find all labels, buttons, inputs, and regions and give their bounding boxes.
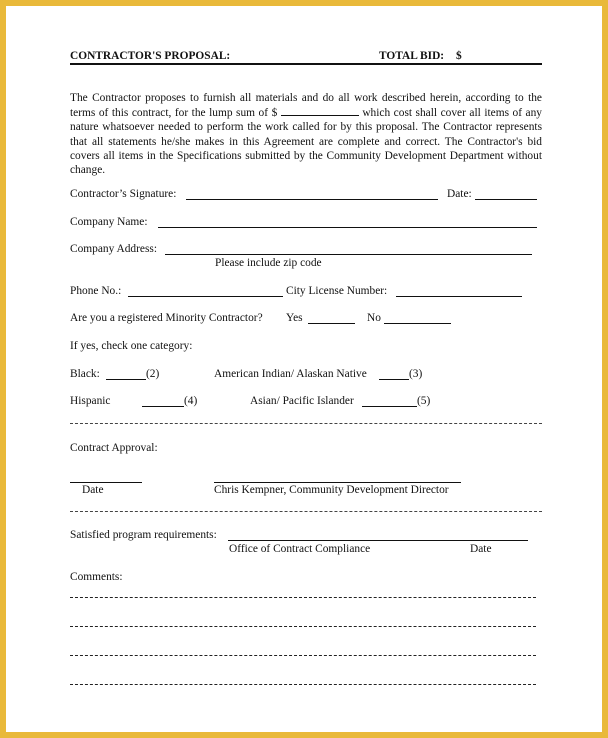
native-label: American Indian/ Alaskan Native [214,368,367,380]
native-field[interactable] [379,379,409,380]
lump-sum-field[interactable] [281,105,359,116]
phone-label: Phone No.: [70,285,122,297]
header-rule [70,63,542,65]
category-prompt: If yes, check one category: [70,340,193,352]
compliance-office-label: Office of Contract Compliance [229,543,371,555]
company-address-field[interactable] [165,254,532,255]
comment-line[interactable] [70,626,536,627]
comments-label: Comments: [70,571,123,583]
proposal-heading: CONTRACTOR'S PROPOSAL: [70,50,231,62]
minority-question: Are you a registered Minority Contractor? [70,312,263,324]
form-page [6,6,602,732]
black-code: (2) [146,368,160,380]
native-code: (3) [409,368,423,380]
yes-label: Yes [286,312,303,324]
zip-code-note: Please include zip code [215,257,322,269]
comment-line[interactable] [70,684,536,685]
total-bid-label: TOTAL BID: [379,50,445,62]
asian-field[interactable] [362,406,417,407]
signature-label: Contractor’s Signature: [70,188,177,200]
approval-date-label: Date [82,484,104,496]
phone-field[interactable] [128,296,283,297]
intro-text-part1: The Contractor proposes to furnish all materials and do all work described herein, according to the terms of this contract, for the lump sum of $ [70,92,542,120]
program-date-label: Date [470,543,492,555]
total-bid-currency: $ [456,50,462,62]
section-divider [70,511,542,512]
comment-line[interactable] [70,655,536,656]
asian-code: (5) [417,395,431,407]
contract-approval-title: Contract Approval: [70,442,158,454]
hispanic-label: Hispanic [70,395,111,407]
signature-field[interactable] [186,199,438,200]
company-name-label: Company Name: [70,216,148,228]
hispanic-field[interactable] [142,406,184,407]
city-license-field[interactable] [396,296,522,297]
no-label: No [367,312,381,324]
approval-date-field[interactable] [70,482,142,483]
black-label: Black: [70,368,100,380]
city-license-label: City License Number: [286,285,388,297]
intro-text-part2: which cost shall cover all items of any nature whatsoever needed to perform the work called for by this proposal. The Contractor represents that all statements he/she makes in this Agreement are complete and correct. The Contractor's bid covers all items in the Specifications submitted by the Community Development Department without change. [70,107,542,177]
director-label: Chris Kempner, Community Development Director [214,484,449,496]
no-field[interactable] [384,323,451,324]
signature-date-field[interactable] [475,199,537,200]
asian-label: Asian/ Pacific Islander [250,395,354,407]
program-requirements-field[interactable] [228,540,528,541]
intro-paragraph [70,91,542,177]
company-address-label: Company Address: [70,243,158,255]
yes-field[interactable] [308,323,355,324]
black-field[interactable] [106,379,146,380]
section-divider [70,423,542,424]
signature-date-label: Date: [447,188,472,200]
company-name-field[interactable] [158,227,537,228]
program-requirements-label: Satisfied program requirements: [70,529,217,541]
comment-line[interactable] [70,597,536,598]
hispanic-code: (4) [184,395,198,407]
